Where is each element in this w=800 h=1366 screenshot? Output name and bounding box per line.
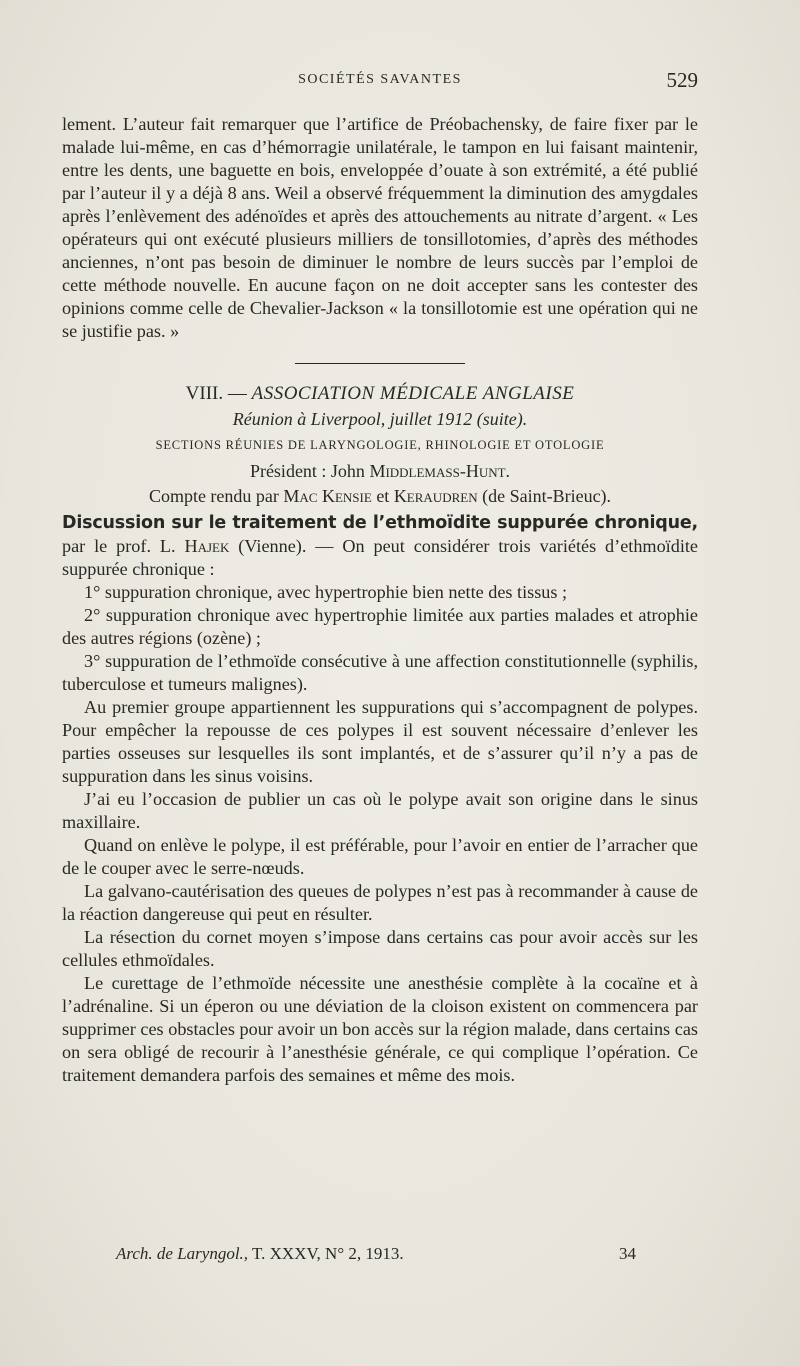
list-item: 3° suppuration de l’ethmoïde consécutive à une affection constitutionnelle (syphilis, tuberculose et tumeurs malignes).: [62, 651, 698, 694]
president-label: Président : John: [249, 461, 365, 481]
list-item: 1° suppuration chronique, avec hypertrophie bien nette des tissus ;: [84, 582, 568, 602]
president-line: [62, 460, 698, 483]
report-and: et: [376, 486, 390, 506]
discussion-by-rest: (Vienne). — On peut considérer trois variétés d’ethmoïdite suppurée chronique :: [62, 536, 698, 579]
page-header: [62, 66, 698, 96]
section-number: VIII. —: [185, 383, 247, 404]
discussion-intro: [62, 511, 698, 581]
discussion-by-prefix: par le prof. L.: [62, 536, 176, 556]
discussion-author: Hajek: [184, 536, 230, 556]
report-suffix: (de Saint-Brieuc).: [482, 486, 612, 506]
report-author-1: Mac Kensie: [283, 486, 372, 506]
footer-volume: T. XXXV, N° 2, 1913.: [252, 1244, 404, 1263]
page-number: 529: [666, 68, 698, 92]
report-prefix: Compte rendu par: [148, 486, 279, 506]
body-paragraph: J’ai eu l’occasion de publier un cas où le polype avait son origine dans le sinus maxillaire.: [62, 789, 698, 832]
body-paragraph: Quand on enlève le polype, il est préférable, pour l’avoir en entier de l’arracher que de le couper avec le serre-nœuds.: [62, 835, 698, 878]
footer-citation: [116, 1244, 404, 1264]
list-item: 2° suppuration chronique avec hypertrophie limitée aux parties malades et atrophie des autres régions (ozène) ;: [62, 605, 698, 648]
page-body: [62, 113, 698, 1087]
body-paragraph: Au premier groupe appartiennent les suppurations qui s’accompagnent de polypes. Pour empêcher la repousse de ces polypes il est souvent nécessaire d’enlever les parties osseuses sur lesquelles ils sont implantés, et de s’assurer qu’il n’y a pas de suppuration dans les sinus voisins.: [62, 697, 698, 786]
discussion-heading: Discussion sur le traitement de l’ethmoïdite suppurée chronique,: [62, 513, 698, 533]
sections-line: SECTIONS RÉUNIES DE LARYNGOLOGIE, RHINOLOGIE ET OTOLOGIE: [155, 438, 605, 452]
footer-signature: 34: [619, 1244, 636, 1263]
intro-paragraph: lement. L’auteur fait remarquer que l’artifice de Préobachensky, de faire fixer par le malade lui-même, en cas d’hémorragie unilatérale, le tampon en lui faisant maintenir, entre les dents, une baguette en bois, enveloppée d’ouate à son extrémité, a été publié par l’auteur il y a déjà 8 ans. Weil a observé fréquemment la diminution des amygdales après l’enlèvement des adénoïdes et après des attouchements au nitrate d’argent. « Les opérateurs qui ont exécuté plusieurs milliers de tonsillotomies, d’après des méthodes anciennes, n’ont pas besoin de diminuer le nombre de leurs succès par l’emploi de cette méthode nouvelle. En aucune façon on ne doit accepter sans les contester des opinions comme celle de Chevalier-Jackson « la tonsillotomie est une opération qui ne se justifie pas. »: [62, 114, 698, 341]
body-paragraph: La résection du cornet moyen s’impose dans certains cas pour avoir accès sur les cellules ethmoïdales.: [62, 927, 698, 970]
report-line: [62, 485, 698, 508]
meeting-line: Réunion à Liverpool, juillet 1912 (suite).: [232, 409, 528, 429]
footer-journal: Arch. de Laryngol.,: [116, 1244, 249, 1263]
section-title: [62, 382, 698, 405]
section-organization: ASSOCIATION MÉDICALE ANGLAISE: [251, 383, 575, 404]
page-footer: [116, 1244, 636, 1268]
body-paragraph: Le curettage de l’ethmoïde nécessite une anesthésie complète à la cocaïne et à l’adrénaline. Si un éperon ou une déviation de la cloison existent on commencera par supprimer ces obstacles pour avoir un bon accès sur la région malade, dans certains cas on sera obligé de recourir à l’anesthésie générale, ce qui complique l’opération. Ce traitement demandera parfois des semaines et même des mois.: [62, 973, 698, 1085]
body-paragraph: La galvano-cautérisation des queues de polypes n’est pas à recommander à cause de la réaction dangereuse qui peut en résulter.: [62, 881, 698, 924]
president-name: Middlemass-Hunt.: [369, 461, 511, 481]
report-author-2: Keraudren: [393, 486, 478, 506]
section-divider: [295, 363, 465, 364]
running-head: SOCIÉTÉS SAVANTES: [298, 72, 462, 87]
